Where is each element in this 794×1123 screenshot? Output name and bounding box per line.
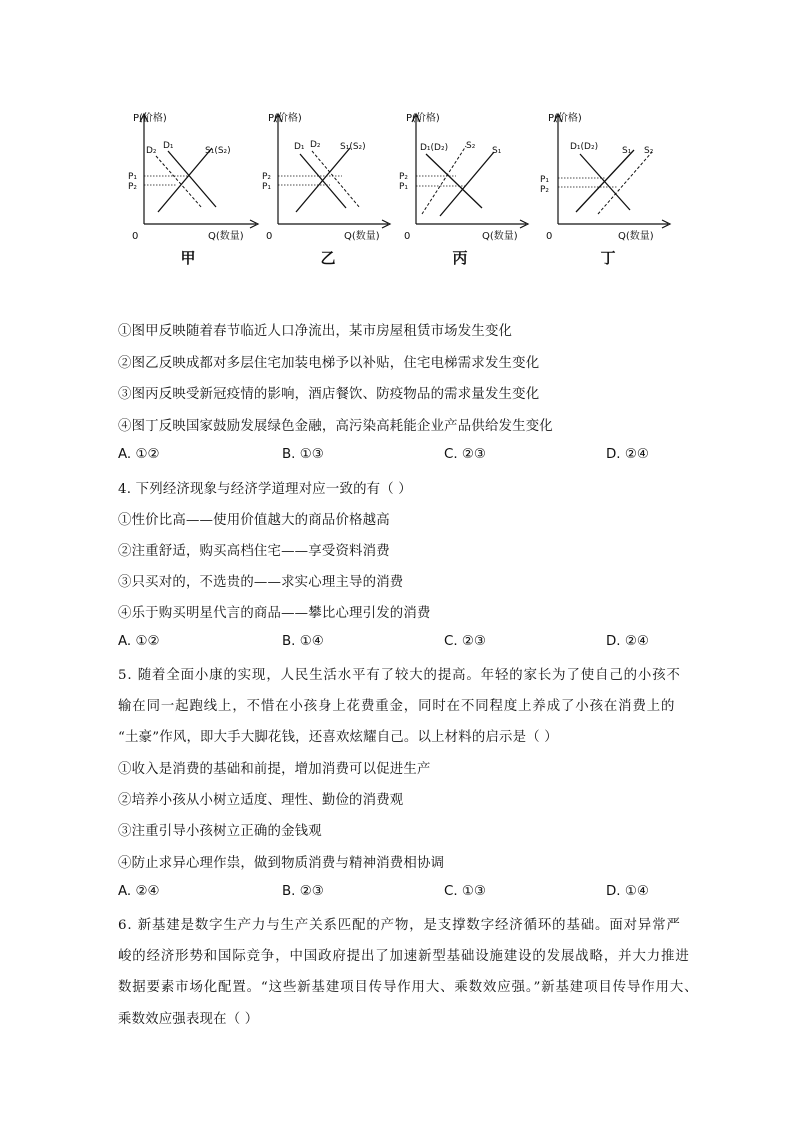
q6-stem-line-2: 峻的经济形势和国际竞争，中国政府提出了加速新型基础设施建设的发展战略，并大力推进 [118, 949, 690, 964]
q3-item-2: ②图乙反映成都对多层住宅加装电梯予以补贴，住宅电梯需求发生变化 [118, 356, 540, 371]
q4-item-3: ③只买对的，不选贵的——求实心理主导的消费 [118, 575, 404, 590]
chart-jia-graph [116, 104, 266, 244]
q4-option-d[interactable]: D. ②④ [606, 634, 649, 649]
chart-caption: 丁 [600, 249, 616, 267]
x-axis-label: Q(数量) [618, 231, 654, 242]
y-axis-label: P(价格) [268, 113, 302, 124]
chart-ding-graph [536, 104, 686, 244]
y-axis-label: P(价格) [548, 113, 582, 124]
q5-stem-line-3: “土豪”作风，即大手大脚花钱，还喜欢炫耀自己。以上材料的启示是（ ） [118, 730, 558, 745]
price-label-upper: P₁ [128, 172, 138, 182]
q3-item-3: ③图丙反映受新冠疫情的影响，酒店餐饮、防疫物品的需求量发生变化 [118, 387, 540, 402]
origin-label: 0 [404, 231, 411, 242]
price-label-lower: P₁ [262, 182, 272, 192]
q5-item-1: ①收入是消费的基础和前提，增加消费可以促进生产 [118, 762, 431, 777]
x-axis-label: Q(数量) [482, 231, 518, 242]
curve-label-c: S₂ [644, 146, 654, 156]
curve-label-a: D₁(D₂) [420, 143, 449, 153]
q5-item-4: ④防止求异心理作祟，做到物质消费与精神消费相协调 [118, 856, 445, 871]
q5-option-c[interactable]: C. ①③ [444, 884, 486, 899]
price-label-lower: P₂ [540, 185, 550, 195]
q5-stem-line-1: 5. 随着全面小康的实现，人民生活水平有了较大的提高。年轻的家长为了使自己的小孩不 [118, 668, 681, 683]
curve-label-c: S₁ [492, 146, 502, 156]
origin-label: 0 [132, 231, 139, 242]
price-label-lower: P₁ [399, 182, 409, 192]
q4-item-2: ②注重舒适，购买高档住宅——享受资料消费 [118, 544, 390, 559]
q4-stem: 4. 下列经济现象与经济学道理对应一致的有（ ） [118, 482, 412, 497]
q3-item-4: ④图丁反映国家鼓励发展绿色金融，高污染高耗能企业产品供给发生变化 [118, 419, 553, 434]
q4-item-4: ④乐于购买明星代言的商品——攀比心理引发的消费 [118, 606, 431, 621]
q4-option-a[interactable]: A. ①② [118, 634, 160, 649]
x-axis-label: Q(数量) [208, 231, 244, 242]
curve-label-c: S₁(S₂) [205, 146, 231, 156]
chart-yi [256, 104, 409, 274]
q6-stem-line-4: 乘数效应强表现在（ ） [118, 1012, 259, 1027]
q5-item-3: ③注重引导小孩树立正确的金钱观 [118, 824, 322, 839]
curve-label-b: D₂ [310, 140, 321, 150]
q5-option-b[interactable]: B. ②③ [282, 884, 324, 899]
price-label-lower: P₂ [128, 182, 138, 192]
q6-stem-line-3: 数据要素市场化配置。“这些新基建项目传导作用大、乘数效应强。”新基建项目传导作用大、 [118, 980, 699, 995]
q5-option-d[interactable]: D. ①④ [606, 884, 649, 899]
chart-ding [536, 104, 686, 274]
curve-label-a: D₁ [294, 142, 305, 152]
chart-bing-graph [396, 104, 546, 244]
chart-bing [396, 104, 546, 274]
chart-caption: 丙 [452, 249, 468, 267]
origin-label: 0 [266, 231, 273, 242]
y-axis-label: P(价格) [406, 113, 440, 124]
curve-label-b: S₂ [466, 141, 476, 151]
q4-item-1: ①性价比高——使用价值越大的商品价格越高 [118, 513, 390, 528]
curve-label-b: D₁ [163, 141, 174, 151]
price-label-upper: P₂ [399, 172, 409, 182]
q5-option-a[interactable]: A. ②④ [118, 884, 160, 899]
q3-option-d[interactable]: D. ②④ [606, 447, 649, 462]
chart-jia [116, 104, 266, 274]
q3-item-1: ①图甲反映随着春节临近人口净流出，某市房屋租赁市场发生变化 [118, 324, 513, 339]
q5-item-2: ②培养小孩从小树立适度、理性、勤俭的消费观 [118, 793, 404, 808]
curve-label-b: S₁ [622, 146, 632, 156]
q5-stem-line-2: 输在同一起跑线上，不惜在小孩身上花费重金，同时在不同程度上养成了小孩在消费上的 [118, 699, 676, 714]
chart-yi-graph [256, 104, 409, 244]
curve-label-a: D₁(D₂) [570, 142, 599, 152]
x-axis-label: Q(数量) [344, 231, 380, 242]
price-label-upper: P₂ [262, 172, 272, 182]
origin-label: 0 [546, 231, 553, 242]
chart-caption: 甲 [180, 249, 196, 267]
chart-caption: 乙 [320, 249, 336, 267]
q3-option-b[interactable]: B. ①③ [282, 447, 324, 462]
y-axis-label: P(价格) [133, 113, 167, 124]
price-label-upper: P₁ [540, 175, 550, 185]
supply-demand-figures [116, 104, 676, 274]
curve-label-c: S₁(S₂) [340, 142, 366, 152]
curve-label-a: D₂ [146, 146, 157, 156]
q4-option-c[interactable]: C. ②③ [444, 634, 486, 649]
q3-option-a[interactable]: A. ①② [118, 447, 160, 462]
q4-option-b[interactable]: B. ①④ [282, 634, 324, 649]
q6-stem-line-1: 6. 新基建是数字生产力与生产关系匹配的产物，是支撑数字经济循环的基础。面对异常严 [118, 918, 681, 933]
q3-option-c[interactable]: C. ②③ [444, 447, 486, 462]
